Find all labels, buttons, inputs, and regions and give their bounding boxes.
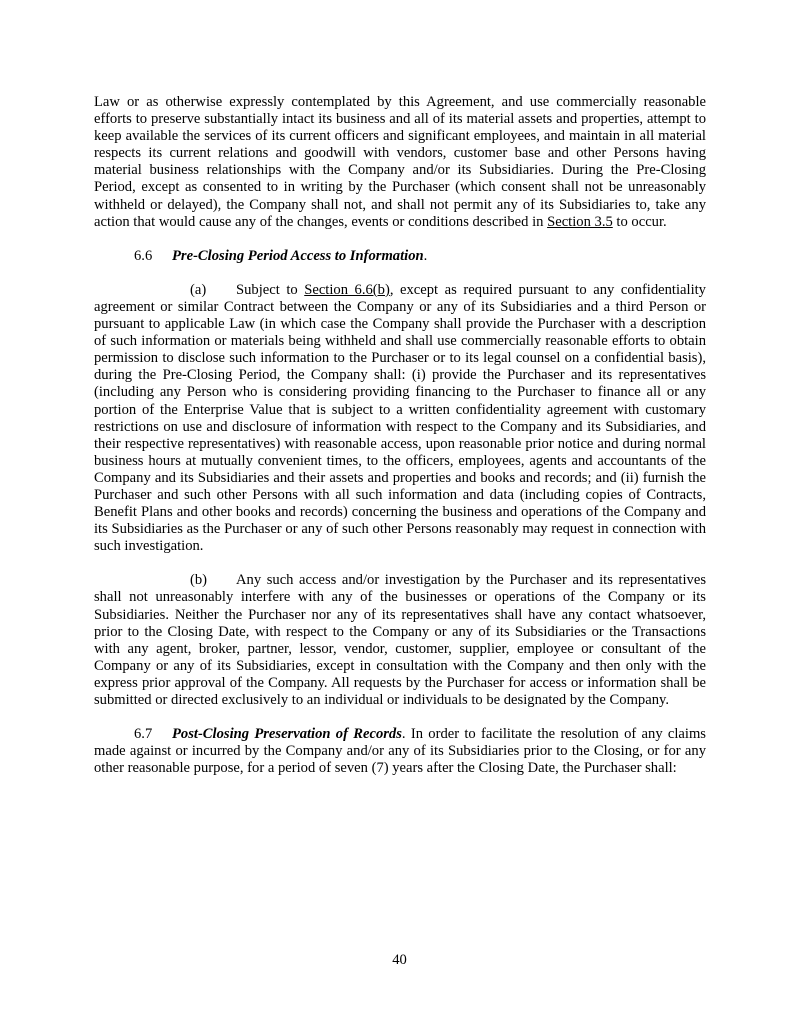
section-6-7-paragraph [94, 726, 706, 777]
section-6-6-a-paragraph [94, 282, 706, 556]
section-title: Post-Closing Preservation of Records [172, 726, 402, 743]
section-3-5-reference[interactable]: Section 3.5 [547, 213, 613, 230]
section-6-6-b-paragraph [94, 572, 706, 709]
carryover-text-end: to occur. [612, 213, 667, 230]
subsection-text-continued: , except as required pursuant to any confidentiality agreement or similar Contract between the Company or any of its Subsidiaries and a third Person or pursuant to applicable Law (in which case the Company shall provide the Purchaser with a description of such information or materials being withheld and shall use commercially reasonable efforts to obtain permission to disclose such information to the Purchaser or to its legal counsel on a confidential basis), during the Pre-Closing Period, the Company shall: (i) provide the Purchaser and its representatives (including any Person who is considering providing financing to the Purchaser to finance all or any portion of the Enterprise Value that is subject to a written confidentiality agreement with customary restrictions on use and disclosure of information with respect to the Company and its Subsidiaries, and their respective representatives) with reasonable access, upon reasonable prior notice and during normal business hours at mutually convenient times, to the officers, employees, agents and accountants of the Company and its Subsidiaries and their assets and properties and books and records; and (ii) furnish the Purchaser and such other Persons with all such information and data (including copies of Contracts, Benefit Plans and other books and records) concerning the business and operations of the Company and its Subsidiaries as the Purchaser or any of such other Persons reasonably may request in connection with such investigation. [94, 281, 706, 555]
section-text: In order to facilitate the resolution of any claims made against or incurred by the Company and/or any of its Subsidiaries prior to the Closing, or for any other reasonable purpose, for a period of seven (7) years after the Closing Date, the Purchaser shall: [94, 726, 706, 777]
section-6-6-b-reference[interactable]: Section 6.6(b) [304, 281, 390, 298]
carryover-paragraph [94, 94, 706, 231]
document-page [94, 94, 706, 794]
section-number: 6.6 [134, 247, 153, 264]
subsection-label: (b) [190, 572, 208, 589]
section-number: 6.7 [134, 726, 153, 743]
subsection-label: (a) [190, 281, 207, 298]
section-title: Pre-Closing Period Access to Information [172, 247, 424, 264]
subsection-text: Any such access and/or investigation by the Purchaser and its representatives shall not unreasonably interfere with any of the businesses or operations of the Company or its Subsidiaries. Neither the Purchaser nor any of its representatives shall have any contact whatsoever, prior to the Closing Date, with respect to the Company or any of its Subsidiaries or the Transactions with any agent, broker, partner, lessor, vendor, customer, supplier, employee or consultant of the Company or any of its Subsidiaries, except in consultation with the Company and then only with the express prior approval of the Company. All requests by the Purchaser for access or information shall be submitted or directed exclusively to an individual or individuals to be designated by the Company. [94, 572, 706, 708]
section-6-6-heading [94, 248, 706, 265]
section-title-period: . [423, 247, 428, 264]
carryover-text: Law or as otherwise expressly contemplated by this Agreement, and use commercially reasonable efforts to preserve substantially intact its business and all of its material assets and properties, attempt to keep available the services of its current officers and significant employees, and maintain in all material respects its current relations and goodwill with vendors, customer base and other Persons having material business relationships with the Company and/or its Subsidiaries. During the Pre-Closing Period, except as consented to in writing by the Purchaser (which consent shall not be unreasonably withheld or delayed), the Company shall not, and shall not permit any of its Subsidiaries to, take any action that would cause any of the changes, events or conditions described in [94, 94, 706, 230]
page-number: 40 [392, 952, 407, 968]
subsection-text: Subject to [236, 281, 305, 298]
section-title-period: . [401, 726, 406, 743]
